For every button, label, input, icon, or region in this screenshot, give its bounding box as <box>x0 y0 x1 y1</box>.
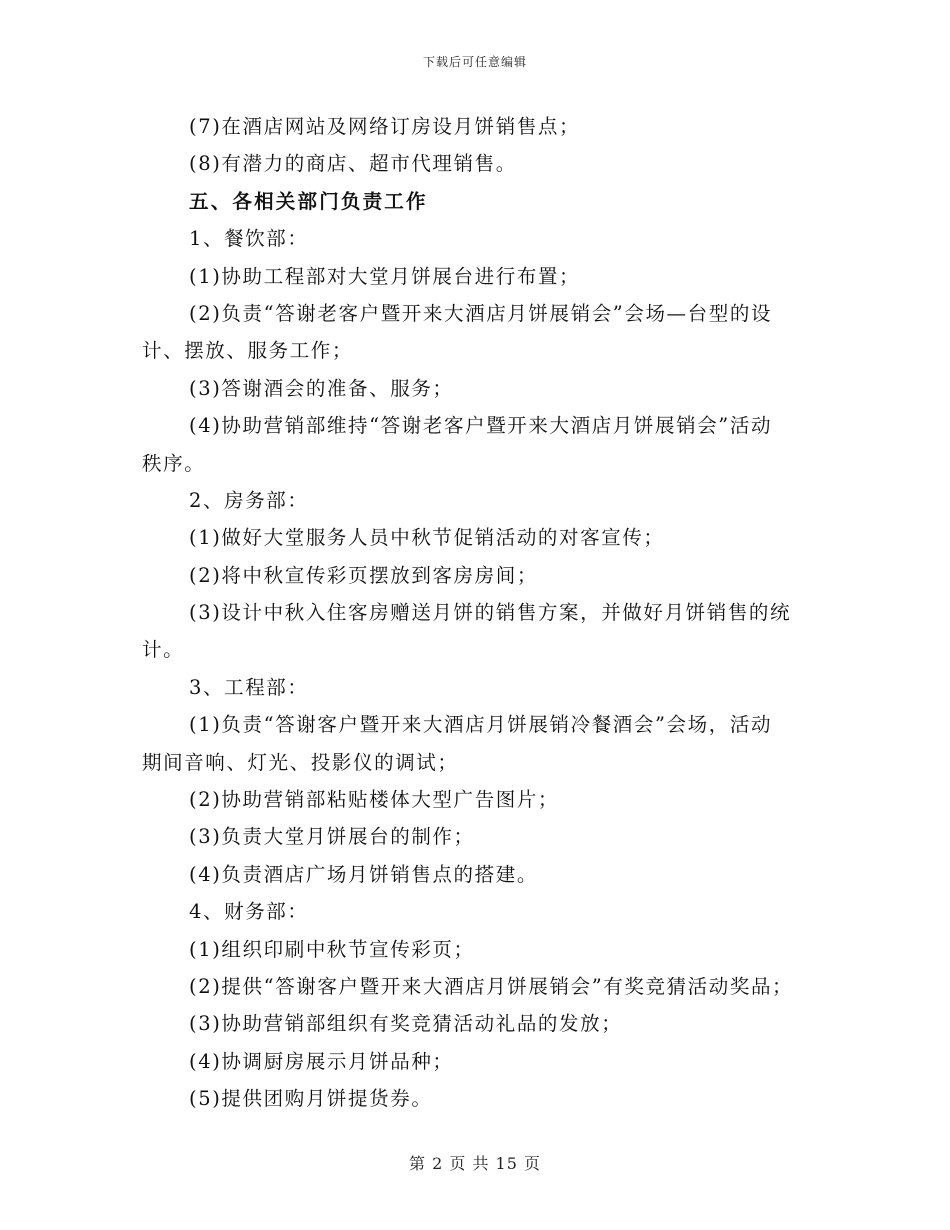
list-item: (2)负责“答谢老客户暨开来大酒店月饼展销会”会场—台型的设 <box>189 301 773 325</box>
list-item: (4)负责酒店广场月饼销售点的搭建。 <box>189 862 538 886</box>
list-item: (3)协助营销部组织有奖竞猜活动礼品的发放； <box>189 1012 623 1036</box>
page-header: 下载后可任意编辑 <box>422 55 527 69</box>
list-item-continuation: 计、摆放、服务工作； <box>142 339 354 363</box>
list-item: (7)在酒店网站及网络订房设月饼销售点； <box>189 115 581 138</box>
list-item: (4)协助营销部维持“答谢老客户暨开来大酒店月饼展销会”活动 <box>189 414 773 438</box>
section-heading: 五、各相关部门负责工作 <box>189 189 428 213</box>
list-item-continuation: 期间音响、灯光、投影仪的调试； <box>142 750 459 774</box>
list-item: (4)协调厨房展示月饼品种； <box>189 1049 454 1073</box>
list-item: (2)提供“答谢客户暨开来大酒店月饼展销会”有奖竞猜活动奖品； <box>189 974 794 998</box>
list-item: (1)协助工程部对大堂月饼展台进行布置； <box>189 264 581 288</box>
subsection-heading: 2、房务部： <box>189 488 309 512</box>
list-item: (8)有潜力的商店、超市代理销售。 <box>189 152 517 176</box>
list-item: (2)协助营销部粘贴楼体大型广告图片； <box>189 788 560 812</box>
list-item: (5)提供团购月饼提货券。 <box>189 1087 433 1111</box>
page-number: 第 2 页 共 15 页 <box>409 1154 541 1173</box>
list-item: (1)做好大堂服务人员中秋节促销活动的对客宣传； <box>189 526 665 550</box>
subsection-heading: 1、餐饮部： <box>189 227 309 251</box>
document-body <box>142 108 814 1118</box>
list-item-continuation: 计。 <box>142 638 185 662</box>
subsection-heading: 3、工程部： <box>189 675 309 699</box>
list-item: (3)答谢酒会的准备、服务； <box>189 376 454 400</box>
list-item: (3)设计中秋入住客房赠送月饼的销售方案，并做好月饼销售的统 <box>189 601 792 625</box>
list-item: (1)组织印刷中秋节宣传彩页； <box>189 937 475 961</box>
subsection-heading: 4、财务部： <box>189 900 309 924</box>
list-item-continuation: 秩序。 <box>142 451 206 475</box>
list-item: (3)负责大堂月饼展台的制作； <box>189 825 475 849</box>
list-item: (2)将中秋宣传彩页摆放到客房房间； <box>189 563 538 587</box>
list-item: (1)负责“答谢客户暨开来大酒店月饼展销冷餐酒会”会场，活动 <box>189 713 773 737</box>
